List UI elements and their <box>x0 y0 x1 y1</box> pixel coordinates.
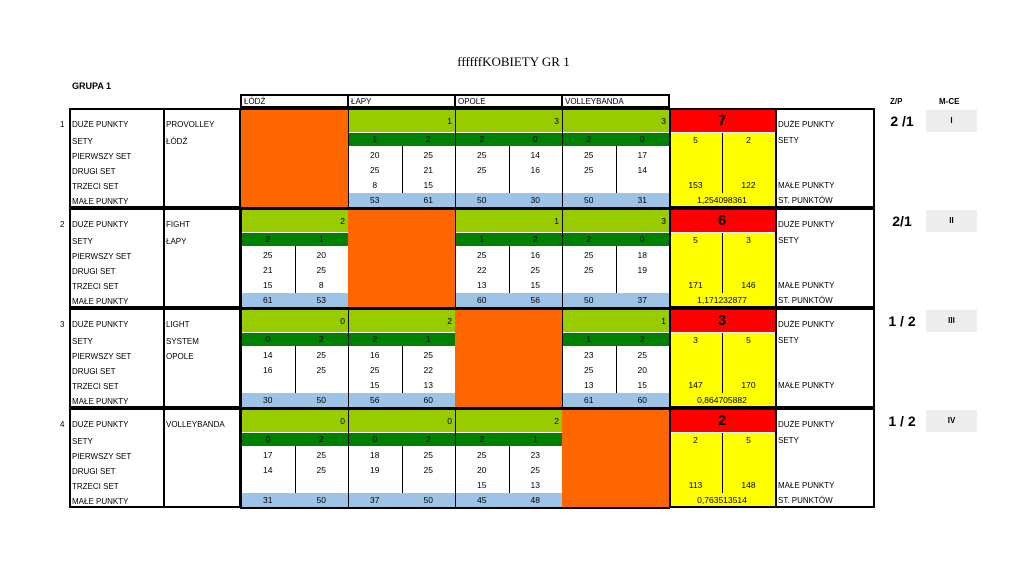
match-small-points-value: 31 <box>263 495 273 505</box>
match-set-score: 25 <box>316 450 326 460</box>
match-set-score: 25 <box>316 265 326 275</box>
match-sets-value: 1 <box>318 234 324 244</box>
self-match-cell <box>241 110 348 208</box>
match-set-score <box>616 278 670 293</box>
match-set-score: 25 <box>370 165 380 175</box>
match-sets-value: 0 <box>265 434 271 444</box>
match-small-points-value: 60 <box>637 395 647 405</box>
right-label-st: ST. PUNKTÓW <box>778 296 833 305</box>
right-label-duze: DUŻE PUNKTY <box>778 220 835 229</box>
total-sets-won: 2 <box>693 435 698 445</box>
right-label-sety: SETY <box>778 436 799 445</box>
row-label: TRZECI SET <box>72 482 119 491</box>
row-label: DRUGI SET <box>72 267 116 276</box>
total-big-points: 6 <box>669 210 775 232</box>
half-divider <box>509 446 510 493</box>
match-set-score: 25 <box>637 350 647 360</box>
total-big-points: 2 <box>669 410 775 432</box>
total-big-points: 3 <box>669 310 775 332</box>
match-small-points-value: 37 <box>370 495 380 505</box>
total-small-won: 153 <box>688 180 703 190</box>
right-label-male: MAŁE PUNKTY <box>778 381 835 390</box>
match-small-points-value: 50 <box>584 195 594 205</box>
match-set-score <box>402 478 456 493</box>
total-sets-lost: 3 <box>746 235 751 245</box>
match-big-points <box>562 310 669 332</box>
match-big-points <box>348 110 455 132</box>
row-label: PIERWSZY SET <box>72 352 132 361</box>
row-label: DUŻE PUNKTY <box>72 320 129 329</box>
zp-header: Z/P <box>890 97 903 106</box>
match-sets-value: 2 <box>479 434 485 444</box>
match-big-points <box>241 310 348 332</box>
match-set-score: 25 <box>584 250 594 260</box>
match-small-points-value: 53 <box>370 195 380 205</box>
match-set-score: 25 <box>423 450 433 460</box>
total-sets-won: 5 <box>693 135 698 145</box>
match-set-score: 22 <box>477 265 487 275</box>
total-sets-won: 3 <box>693 335 698 345</box>
match-set-score: 25 <box>423 150 433 160</box>
match-sets-value: 2 <box>265 234 271 244</box>
column-header: ŁÓDŹ <box>240 94 349 108</box>
match-set-score: 25 <box>477 165 487 175</box>
match-sets-value: 2 <box>586 134 592 144</box>
match-set-score <box>562 178 616 193</box>
column-divider <box>348 110 349 208</box>
match-small-points-value: 45 <box>477 495 487 505</box>
place: II <box>926 210 977 232</box>
row-label: DRUGI SET <box>72 367 116 376</box>
team-number: 2 <box>60 220 65 229</box>
match-small-points-value: 30 <box>530 195 540 205</box>
match-big-points-value: 3 <box>554 116 559 126</box>
match-small-points-value: 61 <box>423 195 433 205</box>
self-match-cell <box>455 310 562 408</box>
match-big-points-value: 1 <box>661 316 666 326</box>
match-set-score: 25 <box>477 150 487 160</box>
summary-box <box>669 308 875 408</box>
match-set-score <box>348 478 402 493</box>
total-small-won: 113 <box>688 480 703 490</box>
match-set-score <box>295 378 349 393</box>
match-small-points-value: 31 <box>637 195 647 205</box>
match-set-score: 19 <box>637 265 647 275</box>
team-name: OPOLE <box>166 352 194 361</box>
total-small-lost: 122 <box>741 180 756 190</box>
match-sets-value: 1 <box>586 334 592 344</box>
match-sets-value: 1 <box>532 434 538 444</box>
match-big-points <box>455 410 562 432</box>
right-label-male: MAŁE PUNKTY <box>778 281 835 290</box>
right-label-male: MAŁE PUNKTY <box>778 181 835 190</box>
row-label: MAŁE PUNKTY <box>72 197 129 206</box>
match-set-score: 14 <box>263 465 273 475</box>
half-divider <box>295 246 296 293</box>
right-label-st: ST. PUNKTÓW <box>778 196 833 205</box>
match-sets-value: 2 <box>639 334 645 344</box>
match-set-score: 17 <box>263 450 273 460</box>
match-sets-value: 2 <box>479 134 485 144</box>
match-set-score: 25 <box>584 165 594 175</box>
summary-box <box>669 208 875 308</box>
match-set-score: 25 <box>530 265 540 275</box>
match-set-score: 19 <box>370 465 380 475</box>
match-set-score: 25 <box>423 350 433 360</box>
team-name: ŁAPY <box>166 237 187 246</box>
match-set-score <box>241 378 295 393</box>
match-set-score: 15 <box>477 480 487 490</box>
match-big-points <box>455 110 562 132</box>
half-divider <box>616 346 617 393</box>
row-label: SETY <box>72 337 93 346</box>
match-set-score: 21 <box>423 165 433 175</box>
row-label: DRUGI SET <box>72 467 116 476</box>
match-big-points-value: 1 <box>447 116 452 126</box>
column-divider <box>455 110 456 208</box>
row-label: SETY <box>72 237 93 246</box>
half-divider <box>402 146 403 193</box>
match-set-score: 8 <box>372 180 378 190</box>
match-set-score <box>616 178 670 193</box>
match-set-score <box>509 178 563 193</box>
column-divider <box>562 110 563 208</box>
right-label-sety: SETY <box>778 136 799 145</box>
column-divider <box>455 210 456 308</box>
match-set-score: 16 <box>530 165 540 175</box>
match-set-score: 18 <box>637 250 647 260</box>
match-set-score: 25 <box>477 250 487 260</box>
row-label: TRZECI SET <box>72 282 119 291</box>
right-label-duze: DUŻE PUNKTY <box>778 120 835 129</box>
team-number: 4 <box>60 420 65 429</box>
match-big-points <box>562 210 669 232</box>
match-big-points <box>348 410 455 432</box>
match-set-score: 25 <box>316 365 326 375</box>
self-match-cell <box>562 410 669 508</box>
match-big-points <box>455 210 562 232</box>
match-big-points-value: 3 <box>661 116 666 126</box>
match-set-score: 13 <box>584 380 594 390</box>
row-label: DUŻE PUNKTY <box>72 420 129 429</box>
row-label: MAŁE PUNKTY <box>72 297 129 306</box>
points-ratio: 1,171232877 <box>697 295 747 305</box>
match-small-points-value: 37 <box>637 295 647 305</box>
row-label: DUŻE PUNKTY <box>72 220 129 229</box>
match-set-score: 25 <box>530 465 540 475</box>
match-small-points-value: 50 <box>477 195 487 205</box>
total-small-lost: 170 <box>741 380 756 390</box>
place: IV <box>926 410 977 432</box>
match-set-score: 25 <box>423 465 433 475</box>
right-label-duze: DUŻE PUNKTY <box>778 320 835 329</box>
team-number: 3 <box>60 320 65 329</box>
match-small-points-value: 50 <box>423 495 433 505</box>
points-ratio: 0,864705882 <box>697 395 747 405</box>
self-match-cell <box>348 210 455 308</box>
match-small-points-value: 50 <box>316 495 326 505</box>
match-set-score: 20 <box>637 365 647 375</box>
match-small-points-value: 50 <box>316 395 326 405</box>
total-small-lost: 146 <box>741 280 756 290</box>
match-set-score: 23 <box>584 350 594 360</box>
match-set-score: 13 <box>477 280 487 290</box>
team-name: VOLLEYBANDA <box>166 420 225 429</box>
match-set-score: 25 <box>316 350 326 360</box>
column-header: OPOLE <box>454 94 563 108</box>
match-sets-value: 1 <box>372 134 378 144</box>
team-name: SYSTEM <box>166 337 199 346</box>
row-label: SETY <box>72 437 93 446</box>
column-divider <box>562 310 563 408</box>
half-divider <box>616 246 617 293</box>
match-set-score: 25 <box>584 365 594 375</box>
column-divider <box>241 210 242 308</box>
match-big-points-value: 2 <box>554 416 559 426</box>
block-top-border <box>240 408 670 410</box>
total-small-lost: 148 <box>741 480 756 490</box>
mce-header: M-CE <box>939 97 960 106</box>
match-set-score: 17 <box>637 150 647 160</box>
total-sets-lost: 5 <box>746 335 751 345</box>
match-big-points-value: 3 <box>661 216 666 226</box>
match-set-score <box>562 278 616 293</box>
match-sets-value: 0 <box>639 234 645 244</box>
column-divider <box>241 310 242 408</box>
row-label: SETY <box>72 137 93 146</box>
column-divider <box>455 410 456 508</box>
match-small-points-value: 60 <box>423 395 433 405</box>
half-divider <box>509 146 510 193</box>
match-set-score: 18 <box>370 450 380 460</box>
match-sets-value: 2 <box>318 334 324 344</box>
match-big-points-value: 0 <box>447 416 452 426</box>
match-set-score: 14 <box>530 150 540 160</box>
row-label: PIERWSZY SET <box>72 252 132 261</box>
match-sets-value: 0 <box>265 334 271 344</box>
match-set-score <box>455 178 509 193</box>
team-name: ŁÓDŹ <box>166 137 188 146</box>
match-sets-value: 2 <box>425 134 431 144</box>
match-big-points-value: 0 <box>340 316 345 326</box>
match-set-score: 25 <box>370 365 380 375</box>
match-small-points-value: 61 <box>584 395 594 405</box>
match-set-score <box>295 478 349 493</box>
column-divider <box>348 310 349 408</box>
match-small-points-value: 56 <box>370 395 380 405</box>
win-loss: 1 / 2 <box>888 313 916 329</box>
match-big-points-value: 1 <box>554 216 559 226</box>
match-set-score: 16 <box>370 350 380 360</box>
match-set-score: 14 <box>263 350 273 360</box>
place: III <box>926 310 977 332</box>
total-small-won: 147 <box>688 380 703 390</box>
points-ratio: 1,254098361 <box>697 195 747 205</box>
match-set-score: 15 <box>637 380 647 390</box>
team-number: 1 <box>60 120 65 129</box>
match-set-score: 25 <box>584 265 594 275</box>
half-divider <box>616 146 617 193</box>
right-label-st: ST. PUNKTÓW <box>778 496 833 505</box>
right-label-sety: SETY <box>778 336 799 345</box>
match-sets-value: 0 <box>532 134 538 144</box>
match-set-score: 20 <box>316 250 326 260</box>
match-set-score: 14 <box>637 165 647 175</box>
match-big-points <box>562 110 669 132</box>
column-header: ŁAPY <box>347 94 456 108</box>
match-sets-value: 1 <box>425 334 431 344</box>
match-set-score: 23 <box>530 450 540 460</box>
row-label: PIERWSZY SET <box>72 152 132 161</box>
match-small-points-value: 50 <box>584 295 594 305</box>
summary-box <box>669 408 875 508</box>
row-label: MAŁE PUNKTY <box>72 397 129 406</box>
summary-inner-border <box>775 308 777 408</box>
match-set-score: 25 <box>584 150 594 160</box>
group-label: GRUPA 1 <box>72 81 112 91</box>
match-sets-value: 2 <box>586 234 592 244</box>
row-label: TRZECI SET <box>72 382 119 391</box>
match-set-score: 8 <box>318 280 324 290</box>
match-set-score: 15 <box>423 180 433 190</box>
match-sets-value: 2 <box>425 434 431 444</box>
half-divider <box>509 246 510 293</box>
total-big-points: 7 <box>669 110 775 132</box>
match-set-score: 22 <box>423 365 433 375</box>
total-sets-lost: 2 <box>746 135 751 145</box>
team-name: FIGHT <box>166 220 190 229</box>
match-small-points-value: 60 <box>477 295 487 305</box>
match-set-score: 25 <box>477 450 487 460</box>
win-loss: 2/1 <box>892 213 912 229</box>
column-divider <box>241 410 242 508</box>
right-label-duze: DUŻE PUNKTY <box>778 420 835 429</box>
match-sets-value: 2 <box>318 434 324 444</box>
match-set-score: 15 <box>263 280 273 290</box>
match-set-score: 21 <box>263 265 273 275</box>
summary-box <box>669 108 875 208</box>
half-divider <box>295 346 296 393</box>
team-name: LIGHT <box>166 320 190 329</box>
block-top-border <box>240 308 670 310</box>
match-set-score: 16 <box>263 365 273 375</box>
win-loss: 1 / 2 <box>888 413 916 429</box>
total-sets-lost: 5 <box>746 435 751 445</box>
match-set-score: 20 <box>370 150 380 160</box>
match-small-points-value: 56 <box>530 295 540 305</box>
match-big-points-value: 2 <box>447 316 452 326</box>
match-set-score: 15 <box>530 280 540 290</box>
half-divider <box>402 346 403 393</box>
column-divider <box>348 410 349 508</box>
block-top-border <box>240 208 670 210</box>
match-set-score: 20 <box>477 465 487 475</box>
match-set-score: 15 <box>370 380 380 390</box>
match-small-points-value: 30 <box>263 395 273 405</box>
match-sets-value: 0 <box>639 134 645 144</box>
match-set-score <box>241 478 295 493</box>
right-label-male: MAŁE PUNKTY <box>778 481 835 490</box>
half-divider <box>402 446 403 493</box>
match-small-points-value: 53 <box>316 295 326 305</box>
total-sets-won: 5 <box>693 235 698 245</box>
match-big-points <box>241 210 348 232</box>
match-small-points-value: 48 <box>530 495 540 505</box>
half-divider <box>295 446 296 493</box>
match-sets-value: 1 <box>479 234 485 244</box>
match-small-points-value: 61 <box>263 295 273 305</box>
total-small-won: 171 <box>688 280 703 290</box>
page-title: ffffffKOBIETY GR 1 <box>457 54 570 69</box>
match-sets-value: 2 <box>532 234 538 244</box>
row-label: DUŻE PUNKTY <box>72 120 129 129</box>
match-sets-value: 0 <box>372 434 378 444</box>
match-set-score: 25 <box>263 250 273 260</box>
match-set-score: 16 <box>530 250 540 260</box>
match-big-points-value: 2 <box>340 216 345 226</box>
row-label: PIERWSZY SET <box>72 452 132 461</box>
row-label: MAŁE PUNKTY <box>72 497 129 506</box>
block-top-border <box>240 108 670 110</box>
match-big-points-value: 0 <box>340 416 345 426</box>
summary-inner-border <box>775 208 777 308</box>
row-label: TRZECI SET <box>72 182 119 191</box>
column-header: VOLLEYBANDA <box>561 94 670 108</box>
match-big-points <box>241 410 348 432</box>
place: I <box>926 110 977 132</box>
block-bottom-border <box>240 507 670 509</box>
right-label-sety: SETY <box>778 236 799 245</box>
row-label: DRUGI SET <box>72 167 116 176</box>
match-big-points <box>348 310 455 332</box>
team-name: PROVOLLEY <box>166 120 215 129</box>
match-set-score: 25 <box>316 465 326 475</box>
match-sets-value: 2 <box>372 334 378 344</box>
win-loss: 2 /1 <box>890 113 914 129</box>
match-set-score: 13 <box>423 380 433 390</box>
points-ratio: 0,763513514 <box>697 495 747 505</box>
column-divider <box>562 210 563 308</box>
summary-inner-border <box>775 408 777 508</box>
summary-inner-border <box>775 108 777 208</box>
match-set-score: 13 <box>530 480 540 490</box>
